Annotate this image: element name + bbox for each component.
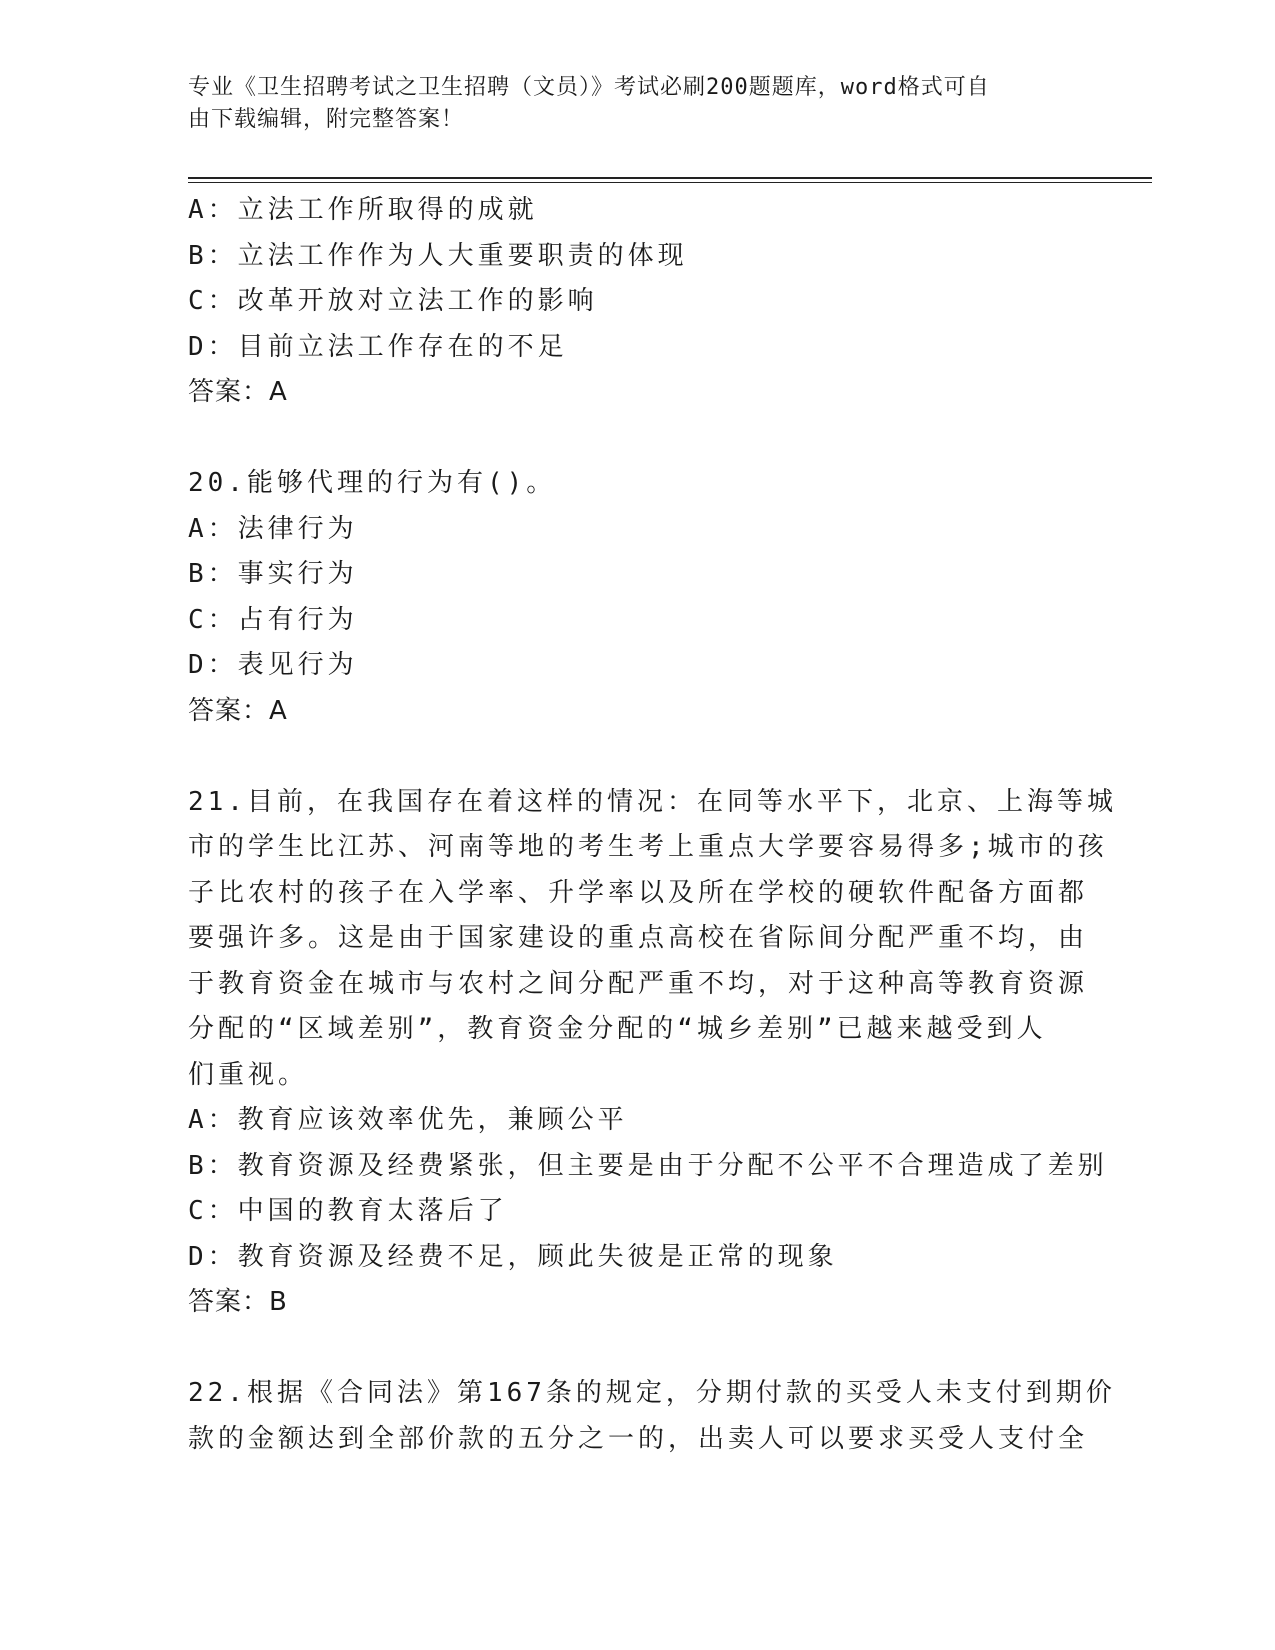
question-22-block (188, 1371, 1116, 1462)
question-20-block (188, 461, 1088, 734)
header-divider-thick (188, 177, 1152, 179)
spacer (188, 734, 1088, 780)
spacer (188, 416, 1088, 462)
option-d: D：目前立法工作存在的不足 (188, 331, 568, 362)
option-a: A：立法工作所取得的成就 (188, 195, 538, 225)
option-a: A：教育应该效率优先，兼顾公平 (188, 1105, 628, 1135)
document-body (188, 188, 1117, 1462)
option-d: D：表见行为 (188, 650, 358, 680)
option-b: B：立法工作作为人大重要职责的体现 (188, 240, 688, 271)
option-c: C：占有行为 (188, 604, 358, 635)
question-text-line: 们重视。 (188, 1059, 309, 1090)
document-header (188, 72, 1068, 136)
option-d: D：教育资源及经费不足，顾此失彼是正常的现象 (188, 1241, 838, 1272)
answer-line: 答案：A (188, 695, 288, 726)
question-text-line: 款的金额达到全部价款的五分之一的，出卖人可以要求买受人支付全 (188, 1423, 1089, 1454)
header-divider-thin (188, 182, 1152, 183)
option-c: C：中国的教育太落后了 (188, 1196, 508, 1226)
question-19-block (188, 188, 1088, 416)
question-text-line: 22.根据《合同法》第167条的规定，分期付款的买受人未支付到期价 (188, 1378, 1116, 1408)
option-b: B：事实行为 (188, 559, 358, 589)
question-text-line: 21.目前，在我国存在着这样的情况：在同等水平下，北京、上海等城 (188, 786, 1117, 817)
question-21-block (188, 780, 1117, 1326)
option-c: C：改革开放对立法工作的影响 (188, 286, 598, 316)
question-text-line: 于教育资金在城市与农村之间分配严重不均，对于这种高等教育资源 (188, 968, 1089, 999)
spacer (188, 1326, 1088, 1372)
header-line-1: 专业《卫生招聘考试之卫生招聘（文员）》考试必刷200题题库，word格式可自 (188, 75, 990, 100)
question-text: 20.能够代理的行为有()。 (188, 468, 557, 498)
question-text-line: 要强许多。这是由于国家建设的重点高校在省际间分配严重不均，由 (188, 923, 1089, 953)
answer-line: 答案：B (188, 1287, 288, 1317)
question-text-line: 分配的“区域差别”，教育资金分配的“城乡差别”已越来越受到人 (188, 1014, 1047, 1044)
question-text-line: 子比农村的孩子在入学率、升学率以及所在学校的硬软件配备方面都 (188, 877, 1089, 908)
option-a: A：法律行为 (188, 513, 358, 544)
answer-line: 答案：A (188, 377, 288, 407)
option-b: B：教育资源及经费紧张，但主要是由于分配不公平不合理造成了差别 (188, 1150, 1108, 1181)
question-text-line: 市的学生比江苏、河南等地的考生考上重点大学要容易得多;城市的孩 (188, 832, 1108, 862)
header-line-2: 由下载编辑，附完整答案！ (188, 107, 465, 132)
